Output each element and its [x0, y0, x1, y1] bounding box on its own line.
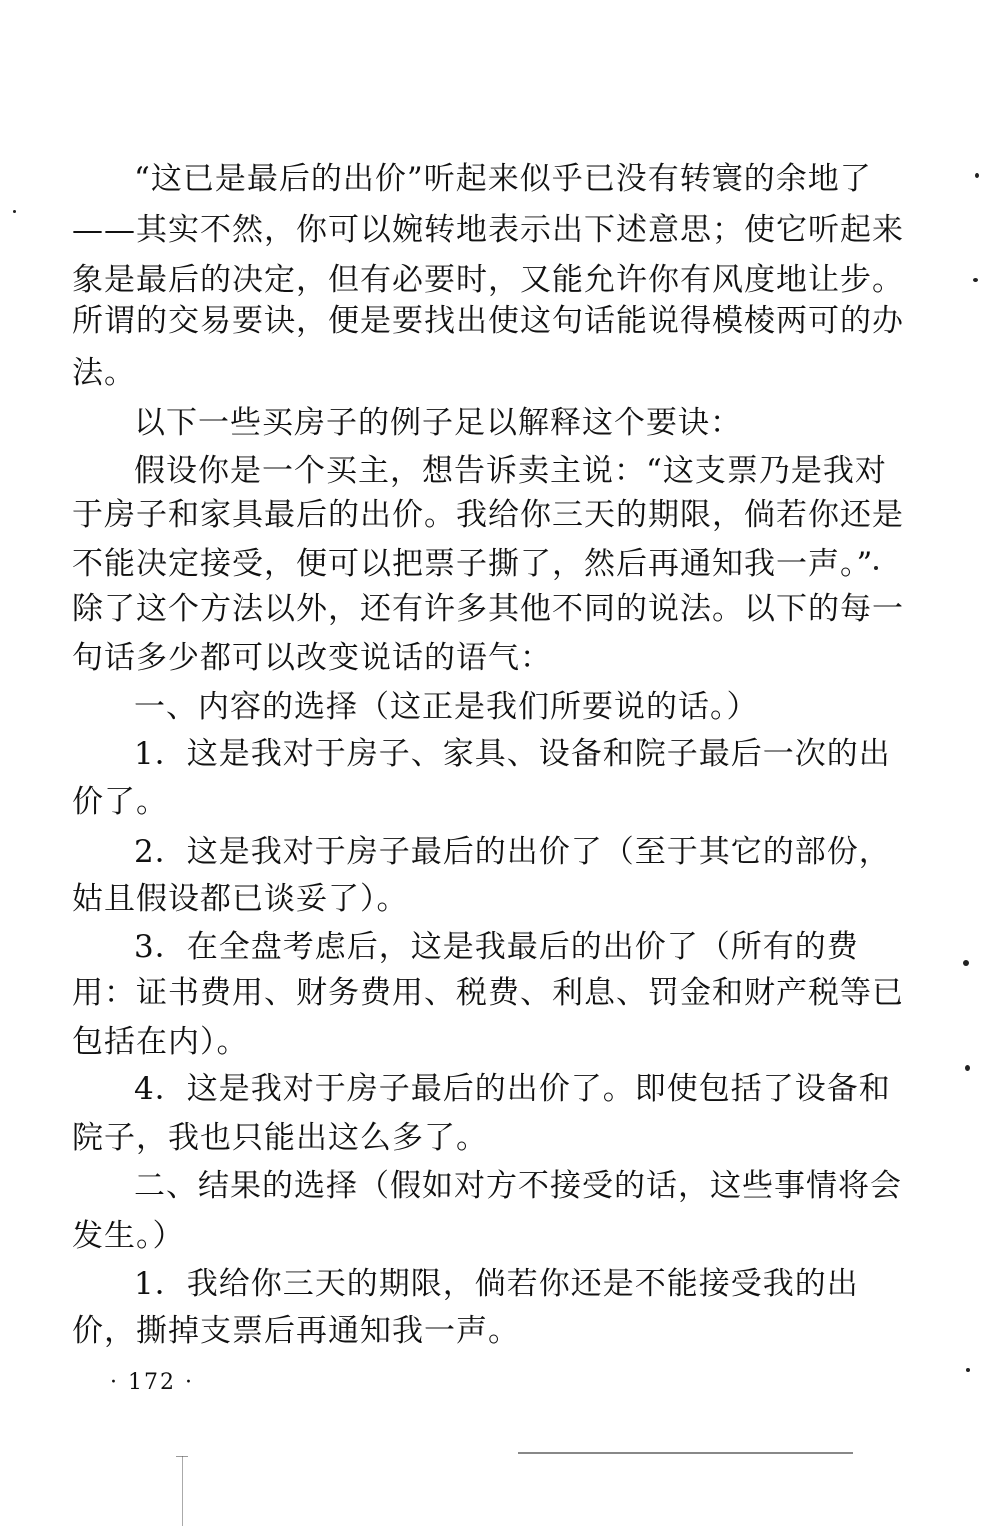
text-line: 于房子和家具最后的出价。我给你三天的期限，倘若你还是	[72, 497, 904, 533]
scan-rule	[182, 1456, 183, 1526]
scan-speck	[975, 173, 979, 178]
list-item: 2．这是我对于房子最后的出价了（至于其它的部份，	[134, 834, 891, 870]
text-line: 除了这个方法以外，还有许多其他不同的说法。以下的每一	[72, 591, 904, 627]
text-line: 所谓的交易要诀，便是要找出使这句话能说得模棱两可的办	[72, 303, 904, 339]
scan-rule	[518, 1452, 853, 1454]
text-line: 象是最后的决定，但有必要时，又能允许你有风度地让步。	[72, 262, 904, 298]
text-line: 发生。）	[72, 1218, 185, 1254]
scan-speck	[973, 278, 978, 282]
text-line: 院子，我也只能出这么多了。	[72, 1120, 488, 1156]
scan-speck	[966, 1368, 970, 1372]
text-line: 以下一些买房子的例子足以解释这个要诀：	[134, 405, 742, 441]
section-heading: 二、结果的选择（假如对方不接受的话，这些事情将会	[134, 1168, 902, 1204]
scan-speck	[13, 210, 16, 213]
text-line: 包括在内）。	[72, 1024, 249, 1060]
text-line: 用：证书费用、财务费用、税费、利息、罚金和财产税等已	[72, 975, 904, 1011]
scan-speck	[965, 1065, 970, 1071]
scan-rule	[176, 1456, 188, 1457]
text-line: 价，撕掉支票后再通知我一声。	[72, 1313, 520, 1349]
text-line: 姑且假设都已谈妥了）。	[72, 881, 409, 917]
text-line: ——其实不然，你可以婉转地表示出下述意思；使它听起来	[72, 212, 904, 248]
text-line: “这已是最后的出价”听起来似乎已没有转寰的余地了	[134, 161, 872, 197]
section-heading: 一、内容的选择（这正是我们所要说的话。）	[134, 689, 759, 725]
scan-speck	[874, 566, 878, 570]
text-line: 价了。	[72, 784, 168, 820]
page-number: · 172 ·	[110, 1370, 194, 1395]
text-line: 假设你是一个买主，想告诉卖主说：“这支票乃是我对	[134, 453, 887, 489]
text-line: 法。	[72, 355, 136, 391]
text-line: 不能决定接受，便可以把票子撕了，然后再通知我一声。”	[72, 546, 874, 582]
list-item: 1．我给你三天的期限，倘若你还是不能接受我的出	[134, 1266, 859, 1302]
scan-speck	[963, 960, 969, 966]
list-item: 4．这是我对于房子最后的出价了。即使包括了设备和	[134, 1071, 891, 1107]
text-line: 句话多少都可以改变说话的语气：	[72, 640, 552, 676]
list-item: 3．在全盘考虑后，这是我最后的出价了（所有的费	[134, 929, 859, 965]
list-item: 1．这是我对于房子、家具、设备和院子最后一次的出	[134, 736, 891, 772]
